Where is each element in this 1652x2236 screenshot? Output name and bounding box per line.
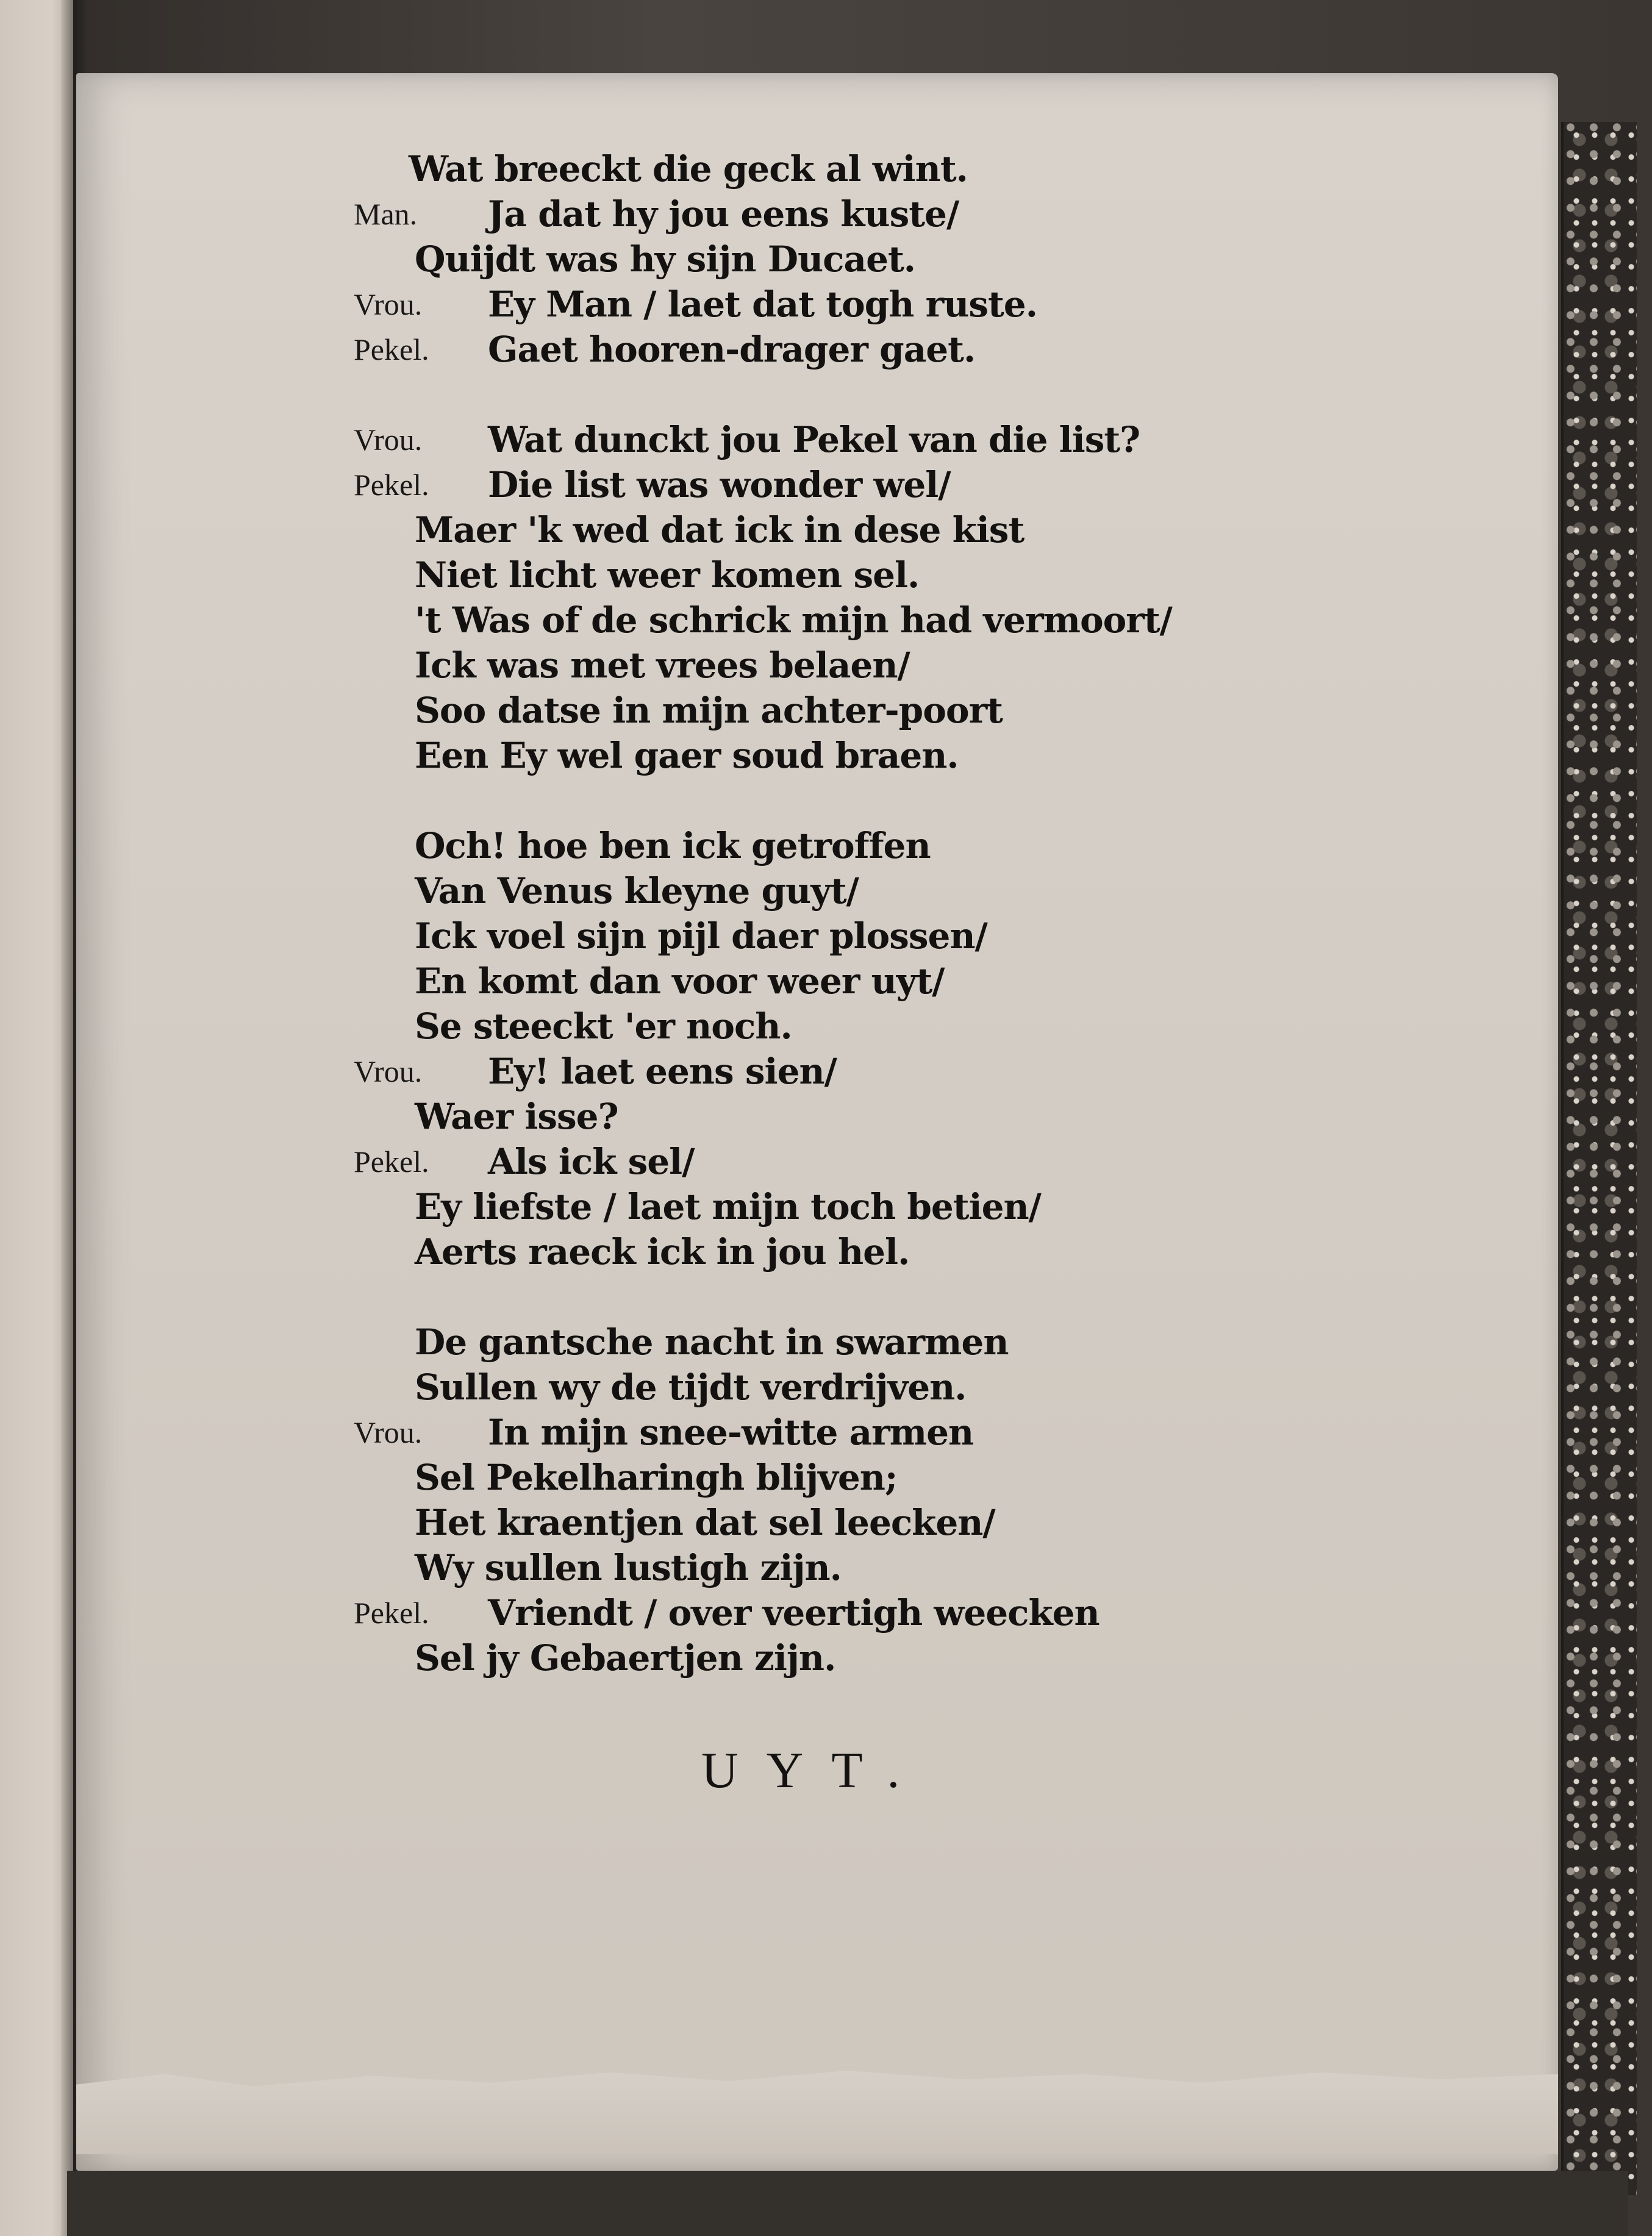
verse-line: [329, 1229, 1457, 1274]
verse-line: [329, 688, 1457, 733]
verse-text: Soo datse in mijn achter-poort: [415, 690, 1003, 731]
speaker-label: Vrou.: [354, 287, 423, 321]
verse-line: [329, 417, 1457, 462]
verse-line: [329, 1184, 1457, 1229]
speaker-label: Pekel.: [354, 468, 429, 502]
verse-line: [329, 327, 1457, 372]
verse-line: [329, 643, 1457, 688]
verse-line: [329, 959, 1457, 1004]
verse-line: [329, 1004, 1457, 1049]
verse-line: [329, 1635, 1457, 1681]
verse-text: Aerts raeck ick in jou hel.: [415, 1231, 910, 1273]
verse-line: [329, 191, 1457, 237]
verse-line: [329, 507, 1457, 552]
verse-text: 't Was of de schrick mijn had vermoort/: [415, 599, 1172, 641]
verse-line: [329, 462, 1457, 507]
speaker-label: Pekel.: [354, 1596, 429, 1630]
verse-line: [329, 552, 1457, 598]
stanza-gap: [329, 372, 1457, 417]
verse-line: [329, 1500, 1457, 1545]
verse-line: [329, 733, 1457, 778]
verse-line: [329, 823, 1457, 868]
verse-text: Maer 'k wed dat ick in dese kist: [415, 509, 1024, 551]
verse-text: Ick voel sijn pijl daer plossen/: [415, 915, 987, 957]
speaker-label: Vrou.: [354, 1415, 423, 1449]
verse-text: Ey Man / laet dat togh ruste.: [488, 284, 1037, 325]
verse-text: Ey! laet eens sien/: [488, 1051, 837, 1092]
stanza-gap: [329, 778, 1457, 823]
verse-text: Sel jy Gebaertjen zijn.: [415, 1637, 836, 1679]
verse-line: [329, 1365, 1457, 1410]
verse-text-block: [329, 146, 1457, 1681]
verse-line: [329, 1590, 1457, 1635]
verse-line: [329, 1455, 1457, 1500]
verse-line: [329, 1094, 1457, 1139]
verse-text: Ey liefste / laet mijn toch betien/: [415, 1186, 1041, 1227]
verse-text: Die list was wonder wel/: [488, 464, 951, 505]
verse-text: Van Venus kleyne guyt/: [415, 870, 859, 912]
verse-line: [329, 1545, 1457, 1590]
speaker-label: Pekel.: [354, 1145, 429, 1179]
verse-line: [329, 1410, 1457, 1455]
verse-text: De gantsche nacht in swarmen: [415, 1321, 1009, 1363]
verse-line: [329, 1049, 1457, 1094]
verse-line: [329, 237, 1457, 282]
verse-text: Ick was met vrees belaen/: [415, 645, 910, 686]
verse-text: Se steeckt 'er noch.: [415, 1005, 792, 1047]
speaker-label: Vrou.: [354, 1054, 423, 1088]
speaker-label: Pekel.: [354, 332, 429, 366]
stanza-gap: [329, 1274, 1457, 1320]
verse-text: Och! hoe ben ick getroffen: [415, 825, 931, 866]
verse-line: [329, 1320, 1457, 1365]
verse-line: [329, 1139, 1457, 1184]
verse-text: In mijn snee-witte armen: [488, 1412, 974, 1453]
speaker-label: Vrou.: [354, 423, 423, 457]
verse-line: [329, 282, 1457, 327]
verse-text: Sullen wy de tijdt verdrijven.: [415, 1366, 967, 1408]
verse-line: [329, 146, 1457, 191]
verse-text: Een Ey wel gaer soud braen.: [415, 735, 959, 776]
verse-text: Waer isse?: [415, 1096, 618, 1137]
verse-text: Ja dat hy jou eens kuste/: [488, 193, 959, 235]
verse-line: [329, 868, 1457, 913]
verse-text: Wat breeckt die geck al wint.: [409, 148, 968, 190]
verse-text: Vriendt / over veertigh weecken: [488, 1592, 1100, 1634]
verse-text: Quijdt was hy sijn Ducaet.: [415, 238, 915, 280]
verse-text: Wy sullen lustigh zijn.: [415, 1547, 842, 1588]
closing-word: UYT.: [701, 1742, 928, 1799]
verse-text: Als ick sel/: [488, 1141, 695, 1182]
speaker-label: Man.: [354, 197, 418, 231]
verse-text: Niet licht weer komen sel.: [415, 554, 920, 596]
verse-line: [329, 598, 1457, 643]
marbled-cover-edge: [1561, 122, 1637, 2195]
verse-text: Gaet hooren-drager gaet.: [488, 329, 976, 370]
verse-line: [329, 913, 1457, 959]
verse-text: Wat dunckt jou Pekel van die list?: [488, 419, 1140, 460]
verse-text: Sel Pekelharingh blijven;: [415, 1457, 898, 1498]
verse-text: Het kraentjen dat sel leecken/: [415, 1502, 995, 1543]
cover-board-edge: [67, 2171, 1628, 2236]
verse-text: En komt dan voor weer uyt/: [415, 960, 945, 1002]
